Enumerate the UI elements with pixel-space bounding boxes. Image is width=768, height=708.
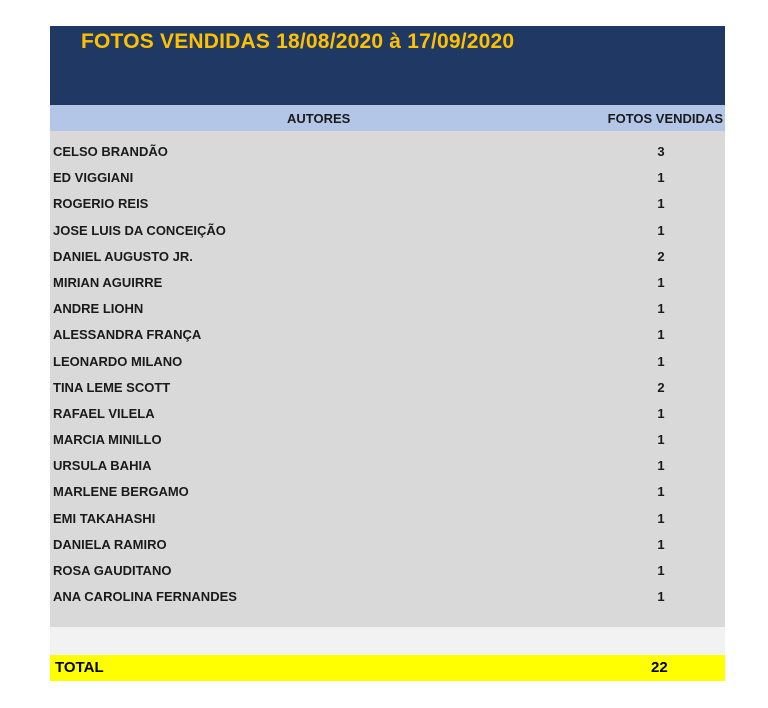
photos-sold-count: 3 bbox=[657, 144, 665, 159]
column-header-autores: AUTORES bbox=[287, 111, 351, 126]
table-row bbox=[50, 165, 725, 191]
photos-sold-count: 1 bbox=[657, 327, 665, 343]
author-name: DANIELA RAMIRO bbox=[53, 536, 167, 552]
column-header-fotos-vendidas: FOTOS VENDIDAS bbox=[607, 111, 723, 126]
author-name: RAFAEL VILELA bbox=[53, 405, 155, 421]
author-name: ANDRE LIOHN bbox=[53, 301, 144, 317]
table-row bbox=[50, 322, 725, 348]
authors-list bbox=[50, 131, 725, 627]
table-row bbox=[50, 584, 725, 610]
total-row bbox=[50, 655, 725, 681]
table-row bbox=[50, 139, 725, 165]
table-row bbox=[50, 401, 725, 427]
table-row bbox=[50, 427, 725, 453]
blank-row bbox=[50, 627, 725, 655]
table-row bbox=[50, 479, 725, 505]
author-name: JOSE LUIS DA CONCEIÇÃO bbox=[53, 222, 226, 238]
author-name: ALESSANDRA FRANÇA bbox=[53, 327, 202, 343]
table-row bbox=[50, 532, 725, 558]
page-title: FOTOS VENDIDAS 18/08/2020 à 17/09/2020 bbox=[81, 30, 515, 53]
photos-sold-count: 1 bbox=[657, 196, 665, 212]
total-value: 22 bbox=[651, 659, 668, 676]
author-name: MIRIAN AGUIRRE bbox=[53, 274, 163, 290]
photos-sold-count: 2 bbox=[657, 248, 665, 264]
photos-sold-count: 1 bbox=[657, 353, 665, 369]
photos-sold-count: 1 bbox=[657, 222, 665, 238]
photos-sold-count: 1 bbox=[657, 536, 665, 552]
total-label: TOTAL bbox=[55, 659, 104, 676]
table-row bbox=[50, 218, 725, 244]
photos-sold-count: 1 bbox=[657, 274, 665, 290]
author-name: LEONARDO MILANO bbox=[53, 353, 183, 369]
table-row bbox=[50, 244, 725, 270]
sales-sheet bbox=[50, 26, 725, 681]
photos-sold-count: 1 bbox=[657, 432, 665, 448]
author-name: MARCIA MINILLO bbox=[53, 432, 162, 448]
author-name: DANIEL AUGUSTO JR. bbox=[53, 248, 193, 264]
photos-sold-count: 2 bbox=[657, 379, 665, 395]
author-name: EMI TAKAHASHI bbox=[53, 510, 156, 526]
title-band bbox=[50, 26, 725, 105]
table-row bbox=[50, 296, 725, 322]
photos-sold-count: 1 bbox=[657, 458, 665, 474]
table-row bbox=[50, 453, 725, 479]
photos-sold-count: 1 bbox=[657, 589, 665, 605]
author-name: ROGERIO REIS bbox=[53, 196, 149, 212]
photos-sold-count: 1 bbox=[657, 301, 665, 317]
author-name: ROSA GAUDITANO bbox=[53, 563, 172, 578]
author-name: URSULA BAHIA bbox=[53, 458, 152, 474]
photos-sold-count: 1 bbox=[657, 563, 665, 578]
table-row bbox=[50, 375, 725, 401]
author-name: MARLENE BERGAMO bbox=[53, 484, 189, 500]
photos-sold-count: 1 bbox=[657, 484, 665, 500]
author-name: TINA LEME SCOTT bbox=[53, 379, 171, 395]
author-name: ANA CAROLINA FERNANDES bbox=[53, 589, 237, 605]
table-row bbox=[50, 349, 725, 375]
photos-sold-count: 1 bbox=[657, 510, 665, 526]
author-name: CELSO BRANDÃO bbox=[53, 144, 168, 159]
table-row bbox=[50, 558, 725, 584]
table-row bbox=[50, 270, 725, 296]
table-row bbox=[50, 506, 725, 532]
column-header-row bbox=[50, 105, 725, 131]
photos-sold-count: 1 bbox=[657, 170, 665, 186]
author-name: ED VIGGIANI bbox=[53, 170, 134, 186]
table-row bbox=[50, 191, 725, 217]
photos-sold-count: 1 bbox=[657, 405, 665, 421]
